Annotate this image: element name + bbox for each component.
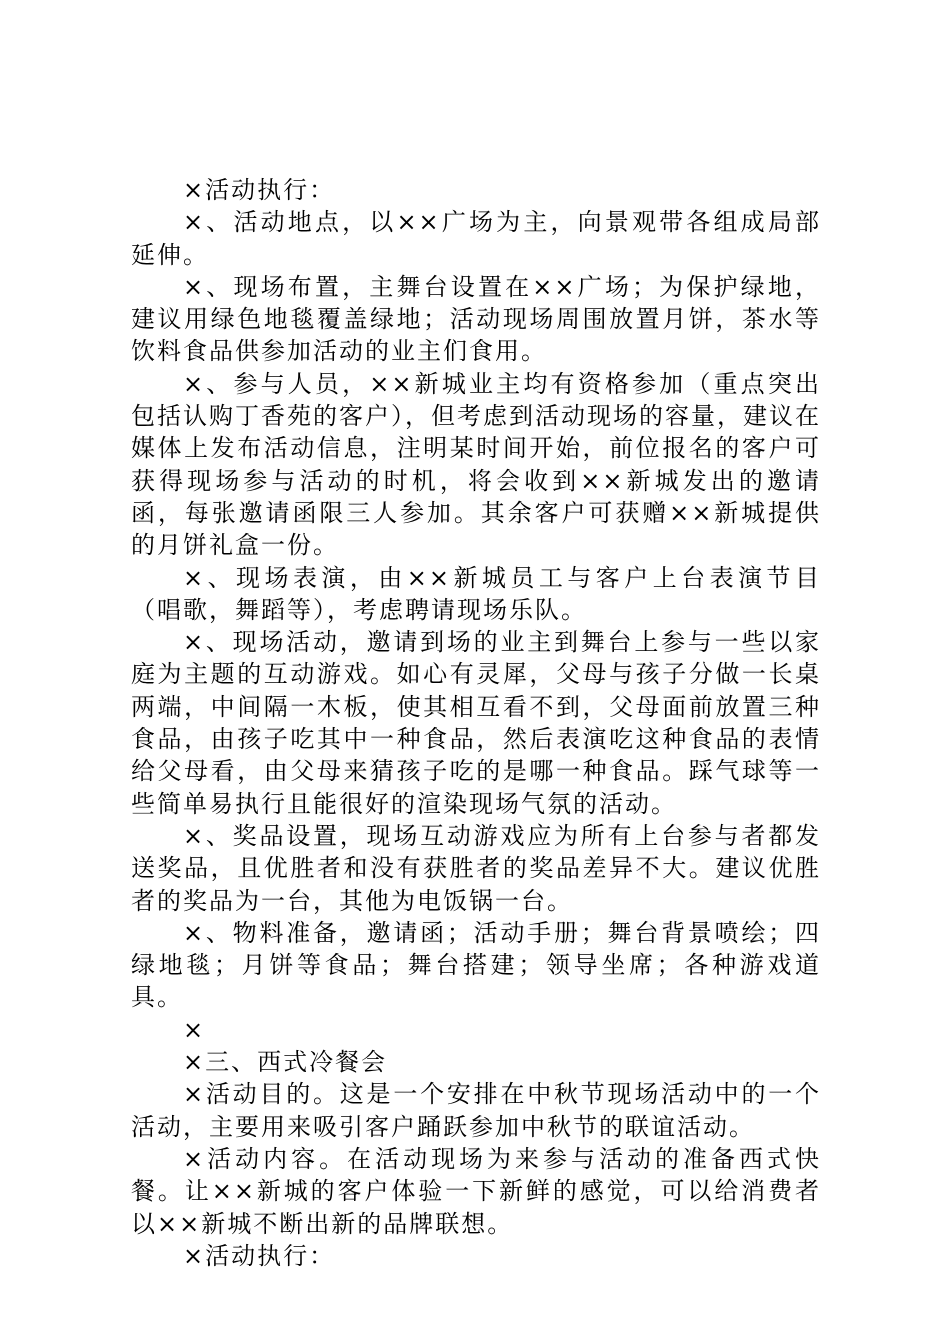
paragraph-blank-marker: × (183, 1015, 206, 1044)
paragraph-venue: ×、活动地点，以××广场为主，向景观带各组成局部延伸。 (131, 208, 821, 269)
paragraph-activities: ×、现场活动，邀请到场的业主到舞台上参与一些以家庭为主题的互动游戏。如心有灵犀，父母与孩子分做一长桌两端，中间隔一木板，使其相互看不到，父母面前放置三种食品，由孩子吃其中一种食品，然后表演吃这种食品的表情给父母看，由父母来猜孩子吃的是哪一种食品。踩气球等一些简单易执行且能很好的渲染现场气氛的活动。 (131, 628, 821, 818)
paragraph-purpose: ×活动目的。这是一个安排在中秋节现场活动中的一个活动，主要用来吸引客户踊跃参加中秋节的联谊活动。 (131, 1080, 821, 1141)
paragraph-prizes: ×、奖品设置，现场互动游戏应为所有上台参与者都发送奖品，且优胜者和没有获胜者的奖品差异不大。建议优胜者的奖品为一台，其他为电饭锅一台。 (131, 821, 821, 915)
paragraph-performance: ×、现场表演，由××新城员工与客户上台表演节目（唱歌，舞蹈等），考虑聘请现场乐队。 (131, 563, 821, 624)
paragraph-content: ×活动内容。在活动现场为来参与活动的准备西式快餐。让××新城的客户体验一下新鲜的感觉，可以给消费者以××新城不断出新的品牌联想。 (131, 1144, 821, 1238)
paragraph-participants: ×、参与人员，××新城业主均有资格参加（重点突出包括认购丁香苑的客户），但考虑到活动现场的容量，建议在媒体上发布活动信息，注明某时间开始，前位报名的客户可获得现场参与活动的时机，将会收到××新城发出的邀请函，每张邀请函限三人参加。其余客户可获赠××新城提供的月饼礼盒一份。 (131, 369, 821, 560)
document-body (131, 174, 821, 1272)
paragraph-layout: ×、现场布置，主舞台设置在××广场；为保护绿地，建议用绿色地毯覆盖绿地；活动现场周围放置月饼，茶水等饮料食品供参加活动的业主们食用。 (131, 272, 821, 366)
paragraph-execution-heading: ×活动执行： (183, 176, 336, 204)
section-heading-western-buffet: ×三、西式冷餐会 (183, 1048, 388, 1077)
paragraph-execution-heading-2: ×活动执行： (183, 1241, 336, 1270)
paragraph-materials: ×、物料准备，邀请函；活动手册；舞台背景喷绘；四绿地毯；月饼等食品；舞台搭建；领导坐席；各种游戏道具。 (131, 918, 821, 1012)
